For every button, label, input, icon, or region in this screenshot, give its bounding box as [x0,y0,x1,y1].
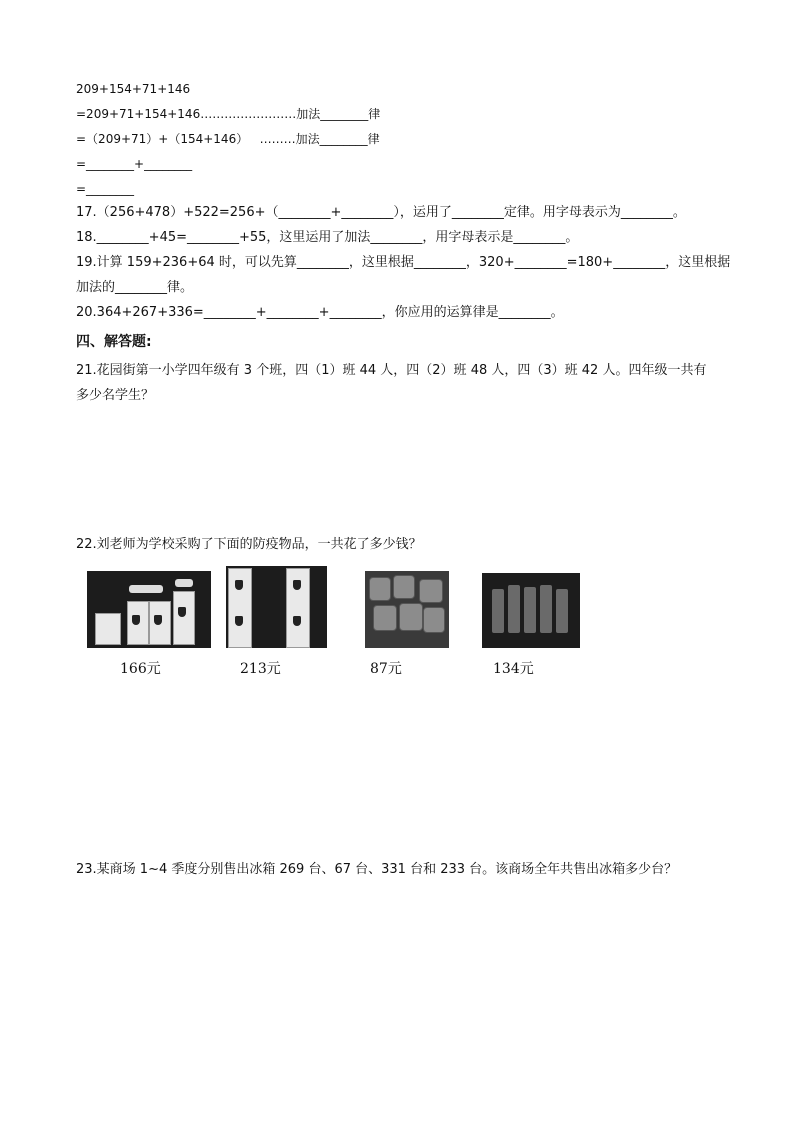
price-label-2: 213元 [240,661,281,677]
question-21-line-2: 多少名学生？ [76,388,155,403]
price-label-4: 134元 [493,661,534,677]
section-heading: 四、解答题: [76,334,152,350]
question-19-line-1: 19.计算 159+236+64 时，可以先算________，这里根据________，320+________=180+________，这里根据 [76,255,731,270]
question-18: 18.________+45=________+55，这里运用了加法________，用字母表示是________。 [76,230,579,245]
product-photo-4 [482,573,580,648]
question-17: 17.（256+478）+522=256+（________+________），运用了________定律。用字母表示为________。 [76,205,686,220]
product-photo-1 [87,571,211,648]
question-21-line-1: 21.花园街第一小学四年级有 3 个班，四（1）班 44 人，四（2）班 48 人，四（3）班 42 人。四年级一共有 [76,363,707,378]
line-4: =________+________ [76,157,193,171]
price-label-1: 166元 [120,661,161,677]
line-3: =（209+71）+（154+146） ………加法________律 [76,132,380,146]
question-19-line-2: 加法的________律。 [76,280,194,295]
line-1: 209+154+71+146 [76,82,191,96]
product-photo-2 [226,566,327,648]
product-photo-3 [365,571,449,648]
question-20: 20.364+267+336=________+________+________，你应用的运算律是________。 [76,305,564,320]
line-5: =________ [76,182,135,196]
price-label-3: 87元 [370,661,402,677]
question-22: 22.刘老师为学校采购了下面的防疫物品，一共花了多少钱？ [76,537,422,552]
line-2: =209+71+154+146……………………加法________律 [76,107,381,121]
question-23: 23.某商场 1~4 季度分别售出冰箱 269 台、67 台、331 台和 233 台。该商场全年共售出冰箱多少台？ [76,862,678,877]
